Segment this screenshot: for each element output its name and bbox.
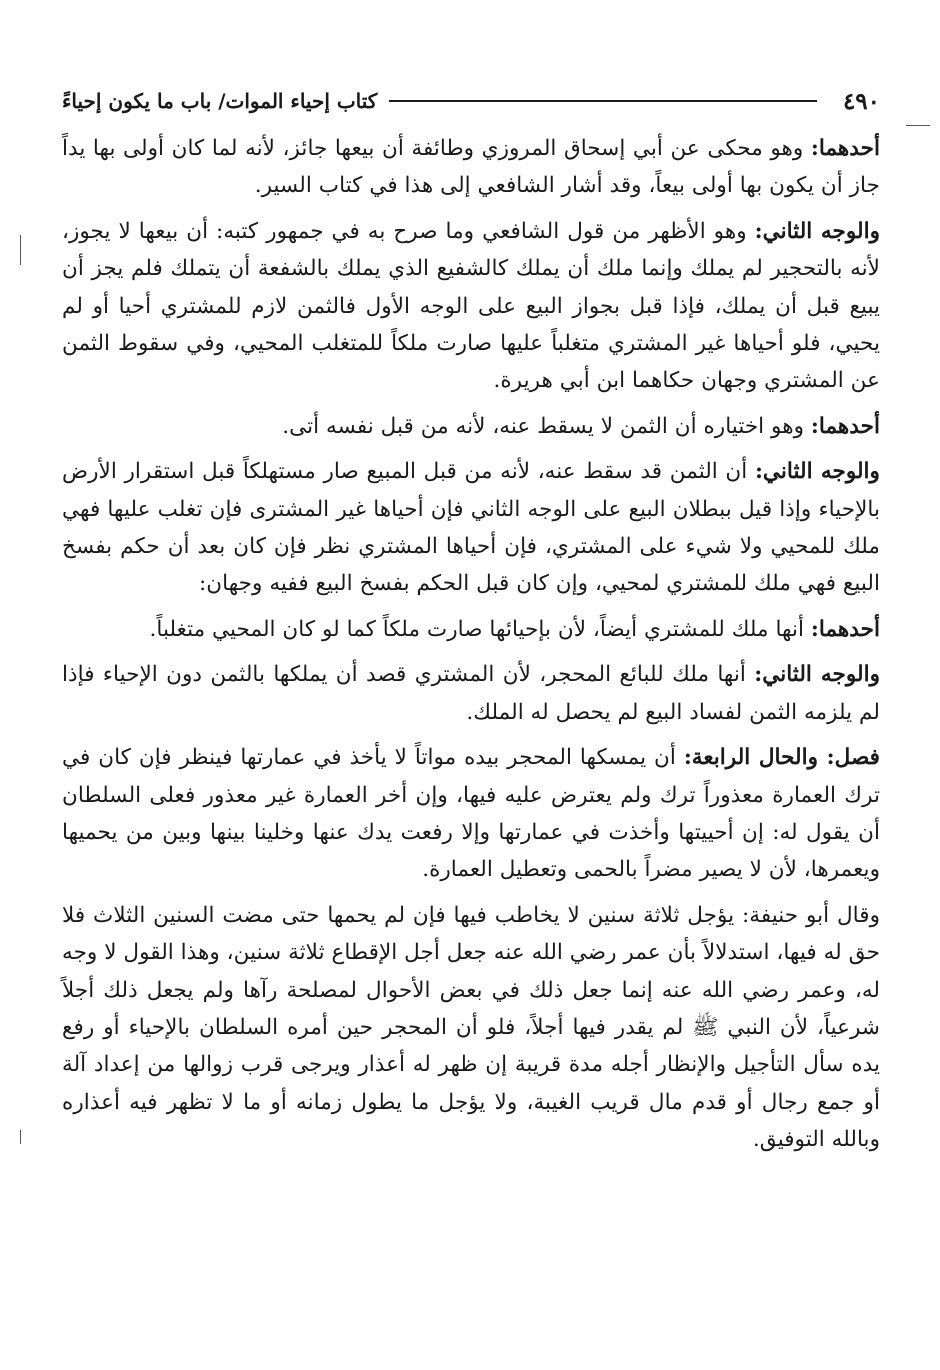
- page-header: [62, 84, 880, 118]
- paragraph-text: وهو محكى عن أبي إسحاق المروزي وطائفة أن بيعها جائز، لأنه لما كان أولى بها يداً جاز أن يكون بها أولى بيعاً، وقد أشار الشافعي إلى هذا في كتاب السير.: [62, 136, 880, 199]
- paragraph-lead: أحدهما:: [810, 616, 880, 642]
- paragraph-lead: أحدهما:: [810, 136, 880, 161]
- paragraph: [62, 611, 880, 648]
- paragraph-text: أنها ملك للبائع المحجر، لأن المشتري قصد أن يملكها بالثمن دون الإحياء فإذا لم يلزمه الثمن لفساد البيع لم يحصل له الملك.: [62, 662, 880, 725]
- paragraph-text: أن يمسكها المحجر بيده مواتاً لا يأخذ في عمارتها فينظر فإن كان في ترك العمارة معذوراً ترك ولم يعترض عليه فيها، وإن أخر العمارة غير معذور فعلى السلطان أن يقول له: إن أحييتها وأخذت في عمارتها وإلا رفعت يدك عنها وخلينا بينها وبين من يحميها ويعمرها، لأن لا يصير مضراً بالحمى وتعطيل العمارة.: [62, 745, 880, 883]
- margin-scan-mark: [20, 235, 21, 265]
- paragraph: [62, 130, 880, 205]
- paragraph: [62, 739, 880, 889]
- margin-scan-mark: [20, 1130, 21, 1144]
- paragraph-text: أن الثمن قد سقط عنه، لأنه من قبل المبيع صار مستهلكاً قبل استقرار الأرض بالإحياء وإذا قيل ببطلان البيع على الوجه الثاني فإن أحياها غير المشترى فإن تغلب عليها فهي ملك للمحيي ولا شيء على المشتري، فإن أحياها المشتري نظر فإن كان بعد أن حكم بفسخ البيع فهي ملك للمشتري لمحيي، وإن كان قبل الحكم بفسخ البيع ففيه وجهان:: [62, 459, 880, 597]
- paragraph-lead: والوجه الثاني:: [754, 662, 880, 688]
- paragraph-text: وهو الأظهر من قول الشافعي وما صرح به في جمهور كتبه: أن بيعها لا يجوز، لأنه بالتحجير لم يملك وإنما ملك أن يملك كالشفيع الذي يملك بالشفعة أن يتملك فلم يجز أن يبيع قبل أن يملك، فإذا قبل بجواز البيع على الوجه الأول فالثمن لازم للمشتري أحيا أو لم يحيي، فلو أحياها غير المشتري متغلباً عليها صارت ملكاً للمتغلب المحيي، وفي سقوط الثمن عن المشتري وجهان حكاهما ابن أبي هريرة.: [62, 218, 880, 394]
- paragraph-text: أنها ملك للمشتري أيضاً، لأن بإحيائها صارت ملكاً كما لو كان المحيي متغلباً.: [149, 616, 811, 642]
- header-rule: [389, 100, 817, 102]
- paragraph: [62, 897, 880, 1159]
- page-body: [62, 130, 880, 1167]
- page-number: ٤٩٠: [842, 87, 880, 115]
- paragraph: [62, 408, 880, 445]
- paragraph-lead: والوجه الثاني:: [754, 459, 880, 485]
- paragraph-lead: أحدهما:: [810, 413, 880, 439]
- paragraph: [62, 453, 880, 603]
- paragraph-text: وقال أبو حنيفة: يؤجل ثلاثة سنين لا يخاطب فيها فإن لم يحمها حتى مضت السنين الثلاث فلا حق له فيها، استدلالاً بأن عمر رضي الله عنه جعل أجل الإقطاع ثلاثة سنين، وهذا القول لا وجه له، وعمر رضي الله عنه إنما جعل ذلك في بعض الأحوال لمصلحة رآها ولم يجعل ذلك أجلاً شرعياً، لأن النبي ﷺ لم يقدر فيها أجلاً، فلو أن المحجر حين أمره السلطان بالإحياء أو رفع يده سأل التأجيل والإنظار أجله مدة قريبة إن ظهر له أعذار ويرجى قرب زوالها من إعداد آلة أو جمع رجال أو قدم مال قريب الغيبة، ولا يؤجل ما يطول زمانه أو ما لا تظهر فيه أعذاره وبالله التوفيق.: [62, 902, 880, 1153]
- paragraph: [62, 656, 880, 731]
- paragraph: [62, 213, 880, 400]
- paragraph-lead: والوجه الثاني:: [754, 218, 880, 244]
- paragraph-lead: فصل: والحال الرابعة:: [683, 745, 880, 771]
- paragraph-text: وهو اختياره أن الثمن لا يسقط عنه، لأنه من قبل نفسه أتى.: [282, 413, 811, 439]
- margin-scan-mark: [906, 125, 930, 126]
- running-title: كتاب إحياء الموات/ باب ما يكون إحياءً: [62, 89, 378, 113]
